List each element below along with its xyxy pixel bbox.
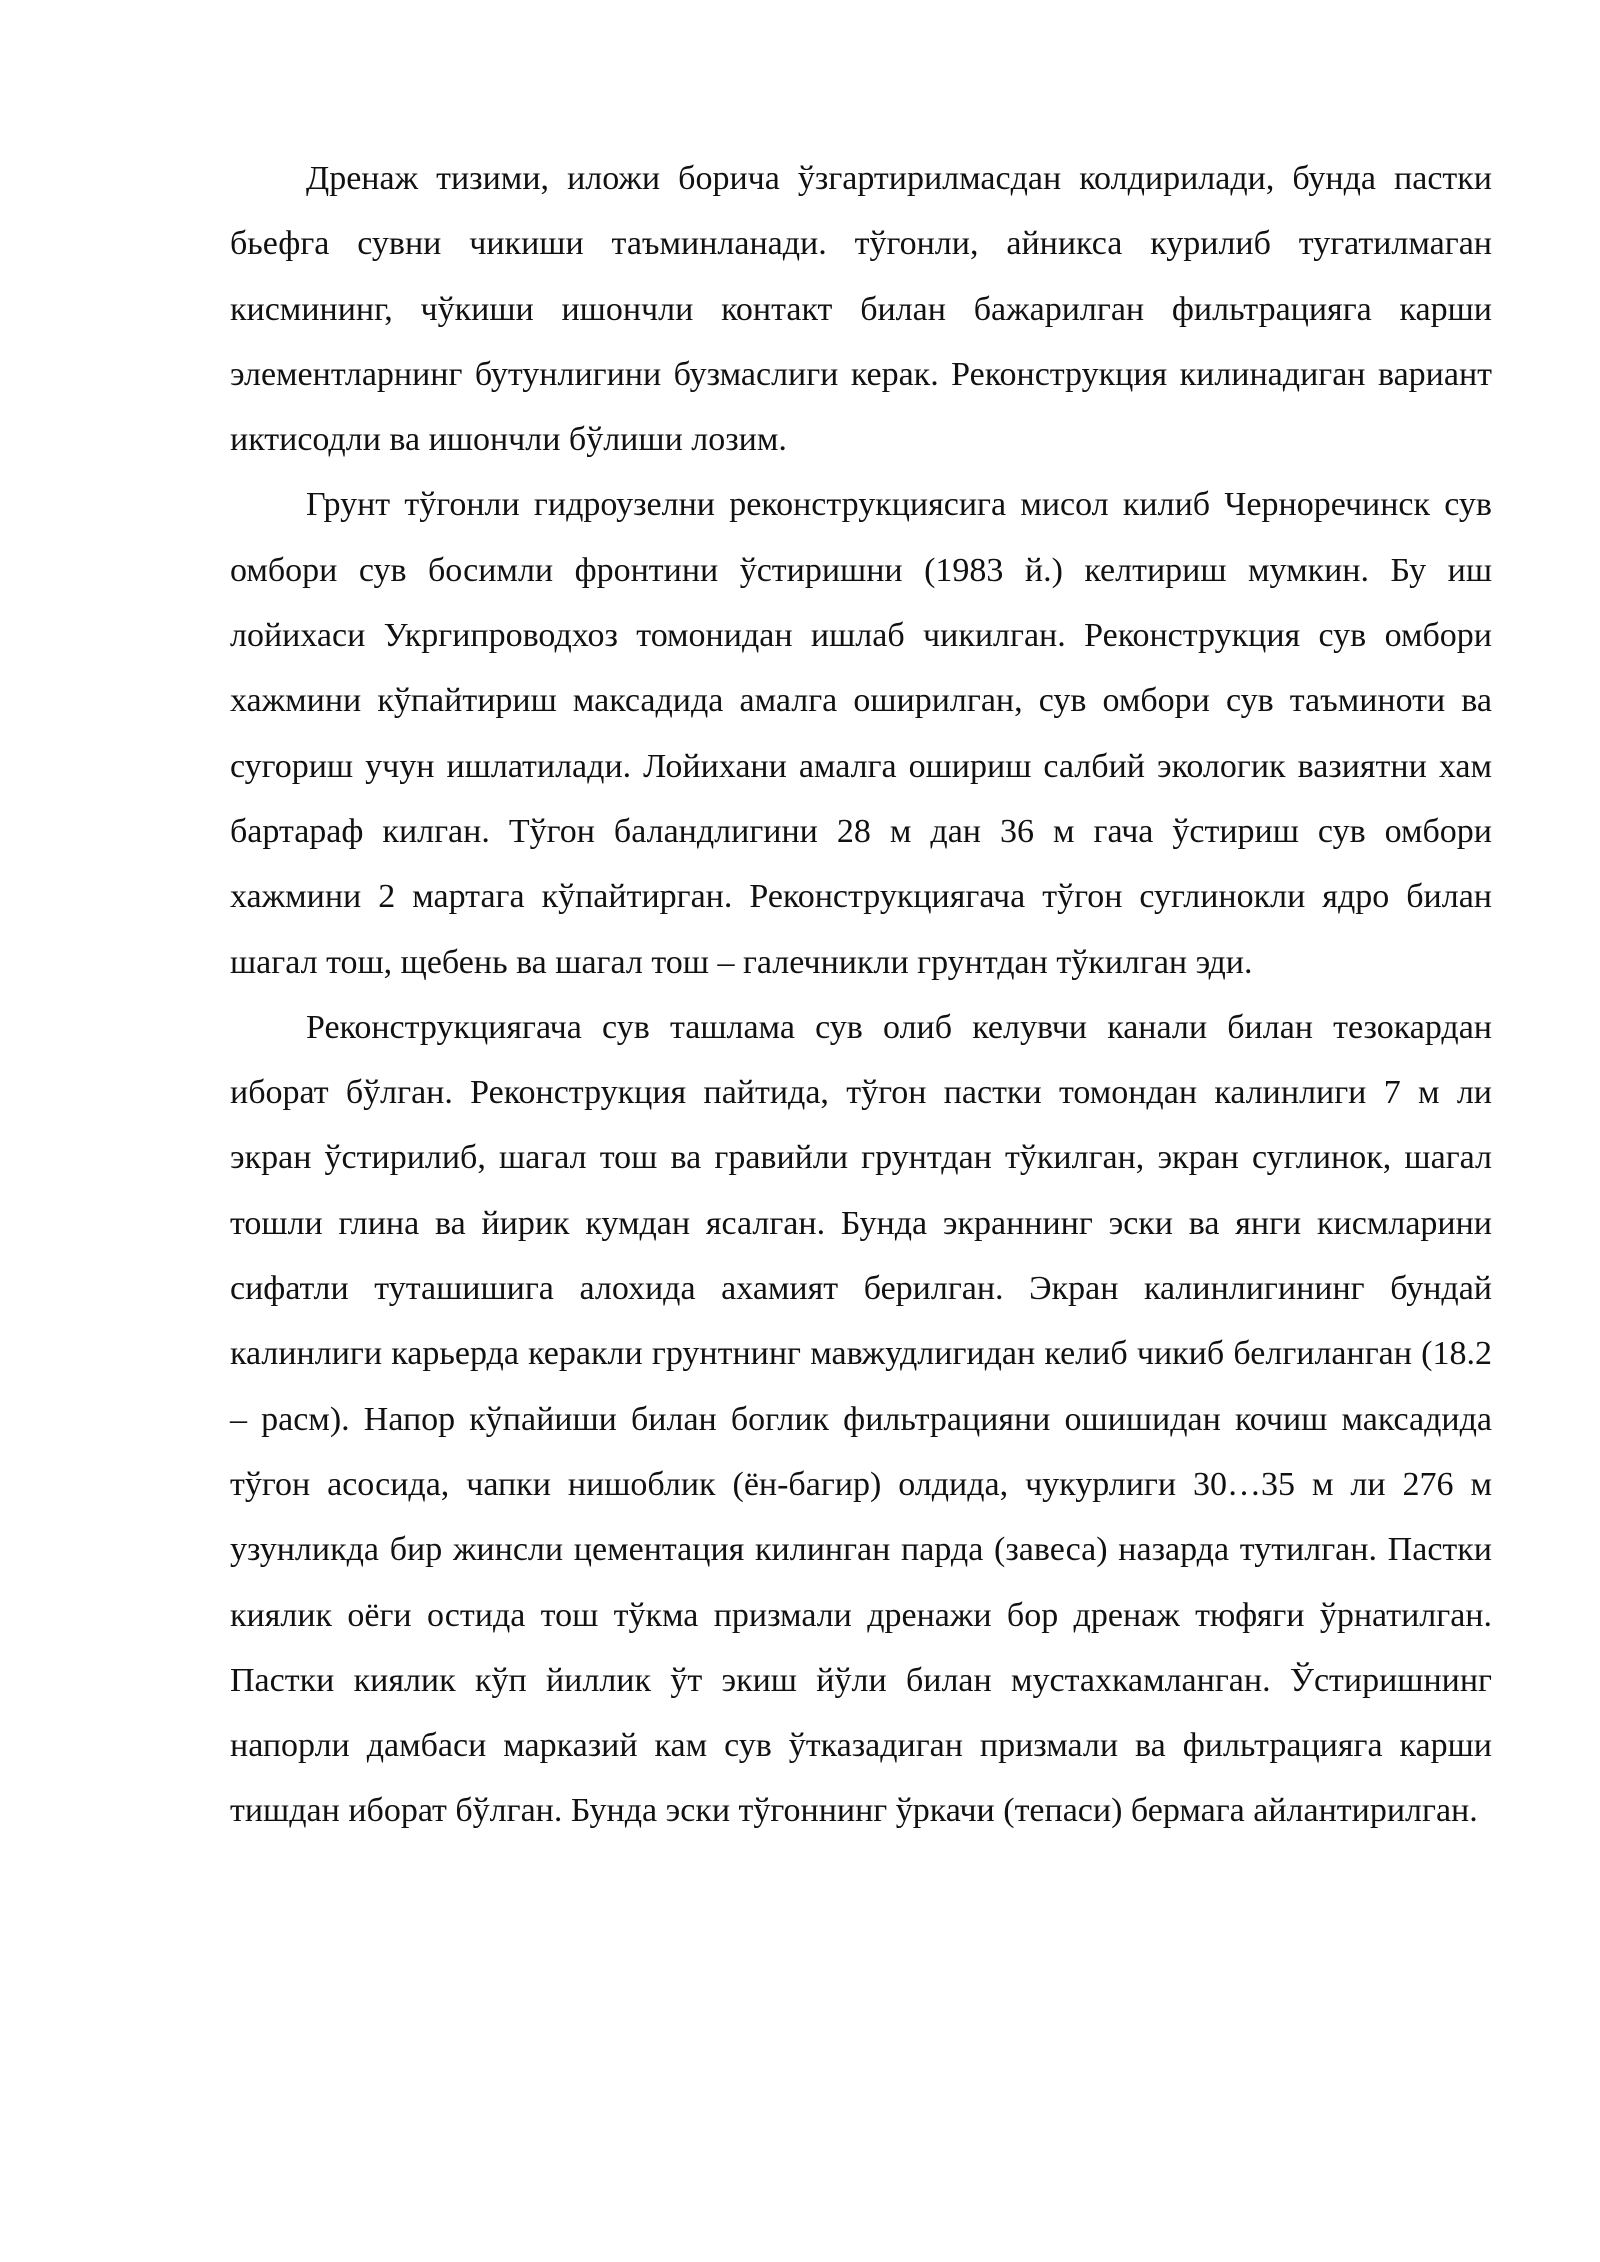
paragraph-drainage-system: Дренаж тизими, иложи борича ўзгартирилмасдан колдирилади, бунда пастки бьефга сувни чикиши таъминланади. тўгонли, айникса курилиб тугатилмаган кисмининг, чўкиши ишончли контакт билан бажарилган фильтрацияга карши элементларнинг бутунлигини бузмаслиги керак. Реконструкция килинадиган вариант иктисодли ва ишончли бўлиши лозим. (230, 160, 1492, 459)
paragraph-chernorechinsk-reservoir: Грунт тўгонли гидроузелни реконструкциясига мисол килиб Черноречинск сув омбори сув босимли фронтини ўстиришни (1983 й.) келтириш мумкин. Бу иш лойихаси Укргипроводхоз томонидан ишлаб чикилган. Реконструкция сув омбори хажмини кўпайтириш максадида амалга оширилган, сув омбори сув таъминоти ва сугориш учун ишлатилади. Лойихани амалга ошириш салбий экологик вазиятни хам бартараф килган. Тўгон баландлигини 28 м дан 36 м гача ўстириш сув омбори хажмини 2 мартага кўпайтирган. Реконструкциягача тўгон суглинокли ядро билан шагал тош, щебень ва шагал тош – галечникли грунтдан тўкилган эди. (230, 486, 1492, 981)
paragraph-reconstruction-details: Реконструкциягача сув ташлама сув олиб келувчи канали билан тезокардан иборат бўлган. Реконструкция пайтида, тўгон пастки томондан калинлиги 7 м ли экран ўстирилиб, шагал тош ва гравийли грунтдан тўкилган, экран суглинок, шагал тошли глина ва йирик кумдан ясалган. Бунда экраннинг эски ва янги кисмларини сифатли туташишига алохида ахамият берилган. Экран калинлигининг бундай калинлиги карьерда керакли грунтнинг мавжудлигидан келиб чикиб белгиланган (18.2 – расм). Напор кўпайиши билан боглик фильтрацияни ошишидан кочиш максадида тўгон асосида, чапки нишоблик (ён-багир) олдида, чукурлиги 30…35 м ли 276 м узунликда бир жинсли цементация килинган парда (завеса) назарда тутилган. Пастки киялик оёги остида тош тўкма призмали дренажи бор дренаж тюфяги ўрнатилган. Пастки киялик кўп йиллик ўт экиш йўли билан мустахкамланган. Ўстиришнинг напорли дамбаси марказий кам сув ўтказадиган призмали ва фильтрацияга карши тишдан иборат бўлган. Бунда эски тўгоннинг ўркачи (тепаси) бермага айлантирилган. (230, 1008, 1492, 1830)
document-body (230, 146, 1492, 1844)
